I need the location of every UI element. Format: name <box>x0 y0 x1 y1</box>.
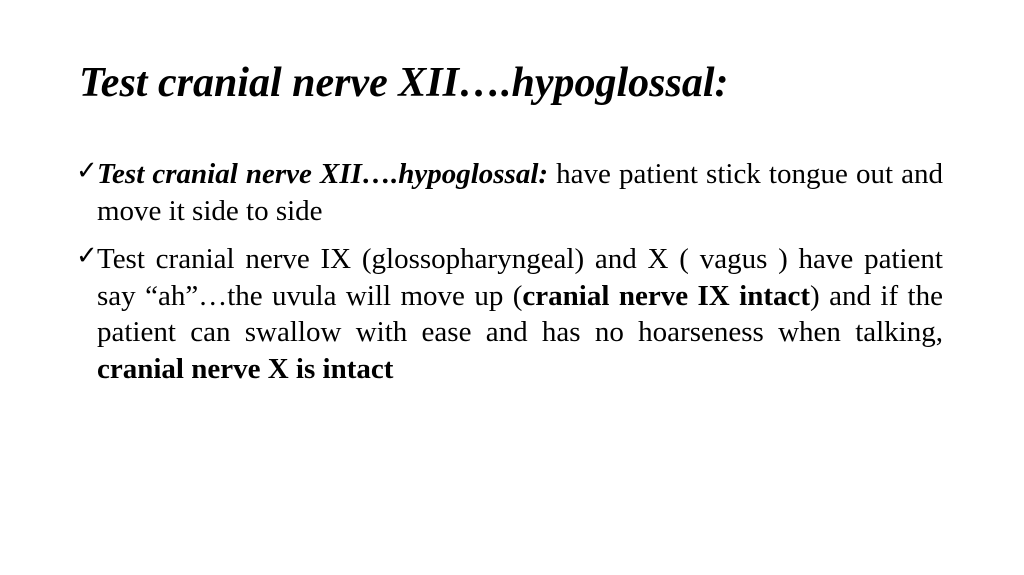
checkmark-icon: ✓ <box>76 241 98 271</box>
bullet-body-text: have patient stick tongue out and move it side to side <box>97 158 944 227</box>
bullet-body-text: Test cranial nerve IX (glossopharyngeal) and X ( vagus ) have patient say “ah”…the uvula will move up ( <box>97 243 943 312</box>
bullet-hypoglossal <box>76 156 944 229</box>
checkmark-icon: ✓ <box>76 156 98 186</box>
slide-title: Test cranial nerve XII….hypoglossal: <box>79 60 729 106</box>
bullet-emphasis-text: cranial nerve IX intact <box>522 279 811 312</box>
bullet-list <box>0 156 1024 387</box>
bullet-body-text: ) and if the patient can swallow with ease and has no hoarseness when talking, <box>97 279 943 348</box>
bullet-glossopharyngeal-vagus <box>76 241 943 387</box>
bullet-lead-text: Test cranial nerve XII….hypoglossal: <box>97 158 549 190</box>
bullet-emphasis-text: cranial nerve X is intact <box>97 352 394 385</box>
